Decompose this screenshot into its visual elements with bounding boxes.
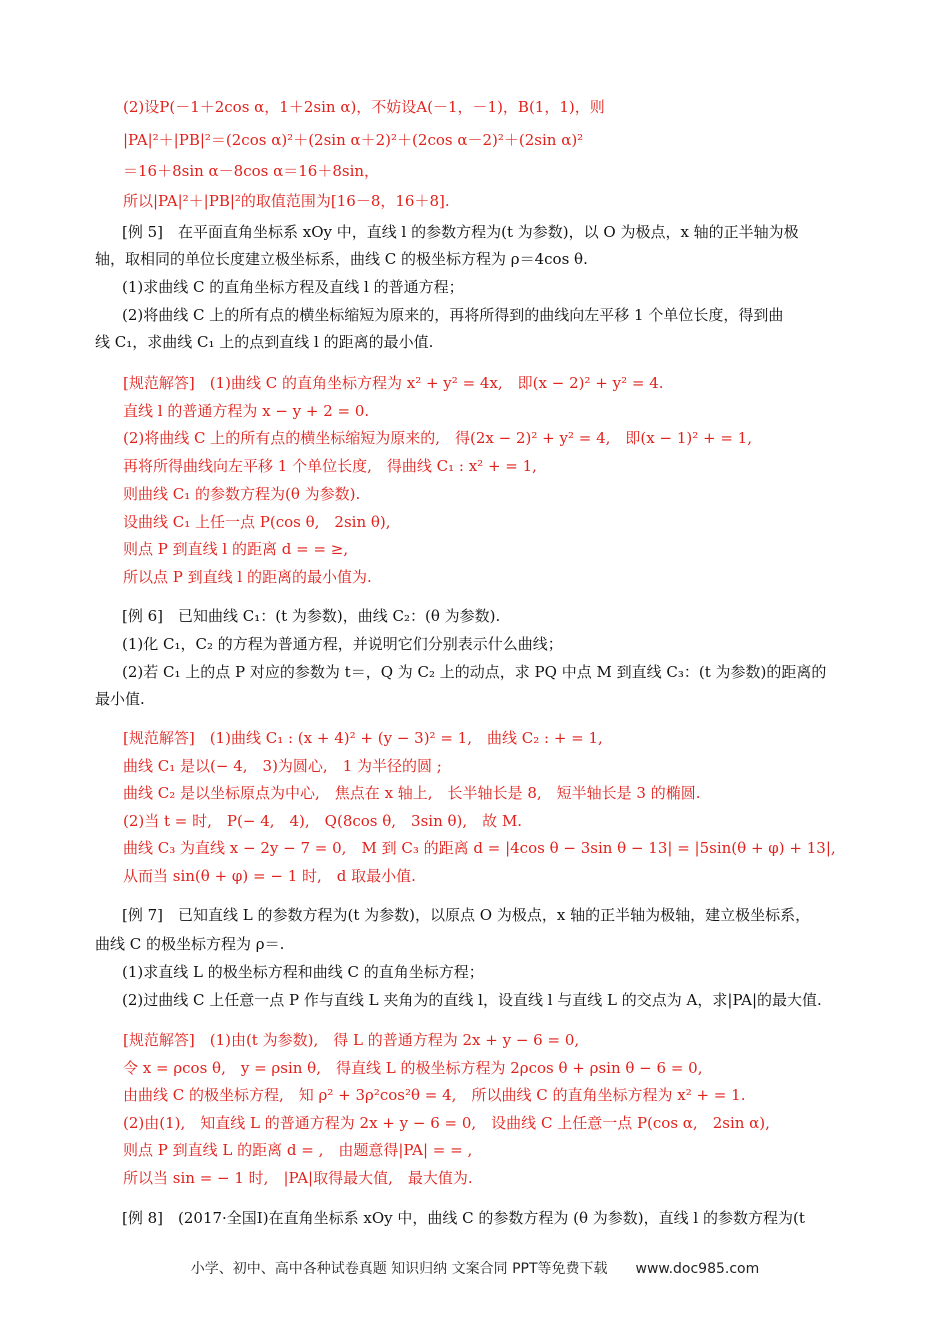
text-line: 曲线 C₃ 为直线 x − 2y − 7 = 0, M 到 C₃ 的距离 d = |4cos θ − 3sin θ − 13| = |5sin(θ + φ) + 13|, <box>123 839 836 857</box>
text-line: 轴，取相同的单位长度建立极坐标系，曲线 C 的极坐标方程为 ρ＝4cos θ. <box>95 250 588 268</box>
text-line: 则点 P 到直线 l 的距离 d = = ≥, <box>123 540 349 558</box>
text-line: [规范解答] (1)曲线 C₁ : (x + 4)² + (y − 3)² = 1, 曲线 C₂ : + = 1, <box>123 729 603 747</box>
text-line: 所以点 P 到直线 l 的距离的最小值为. <box>123 568 372 586</box>
text-line: (2)若 C₁ 上的点 P 对应的参数为 t＝，Q 为 C₂ 上的动点，求 PQ 中点 M 到直线 C₃：(t 为参数)的距离的 <box>122 663 827 681</box>
text-line: 曲线 C₁ 是以(− 4, 3)为圆心, 1 为半径的圆 ; <box>123 757 442 775</box>
text-line: [例 5] 在平面直角坐标系 xOy 中，直线 l 的参数方程为(t 为参数)，以 O 为极点，x 轴的正半轴为极 <box>122 223 799 241</box>
text-line: 设曲线 C₁ 上任一点 P(cos θ, 2sin θ), <box>123 513 391 531</box>
text-line: 所以|PA|²＋|PB|²的取值范围为[16－8，16＋8]. <box>123 192 450 210</box>
text-line: |PA|²＋|PB|²＝(2cos α)²＋(2sin α＋2)²＋(2cos α－2)²＋(2sin α)² <box>123 131 584 149</box>
text-line: 最小值. <box>95 690 145 708</box>
footer <box>0 1258 950 1278</box>
text-line: 则点 P 到直线 L 的距离 d = , 由题意得|PA| = = , <box>123 1141 473 1159</box>
text-line: 直线 l 的普通方程为 x − y + 2 = 0. <box>123 402 370 420</box>
text-line: 再将所得曲线向左平移 1 个单位长度, 得曲线 C₁ : x² + = 1, <box>123 457 537 475</box>
text-line: 令 x = ρcos θ, y = ρsin θ, 得直线 L 的极坐标方程为 2ρcos θ + ρsin θ − 6 = 0, <box>123 1059 703 1077</box>
text-line: ＝16＋8sin α－8cos α＝16＋8sin， <box>123 162 380 180</box>
text-line: [例 8] (2017·全国Ⅰ)在直角坐标系 xOy 中，曲线 C 的参数方程为 (θ 为参数)，直线 l 的参数方程为(t <box>122 1209 805 1227</box>
footer-url[interactable]: www.doc985.com <box>635 1261 760 1277</box>
text-line: [规范解答] (1)曲线 C 的直角坐标方程为 x² + y² = 4x, 即(x − 2)² + y² = 4. <box>123 374 664 392</box>
text-line: [例 7] 已知直线 L 的参数方程为(t 为参数)，以原点 O 为极点，x 轴的正半轴为极轴，建立极坐标系， <box>122 906 811 924</box>
text-line: 所以当 sin = − 1 时, |PA|取得最大值, 最大值为. <box>123 1169 473 1187</box>
text-line: 线 C₁，求曲线 C₁ 上的点到直线 l 的距离的最小值. <box>95 333 434 351</box>
text-line: (2)将曲线 C 上的所有点的横坐标缩短为原来的, 得(2x − 2)² + y² = 4, 即(x − 1)² + = 1, <box>123 429 752 447</box>
text-line: (1)化 C₁，C₂ 的方程为普通方程，并说明它们分别表示什么曲线； <box>122 635 563 653</box>
text-line: (1)求曲线 C 的直角坐标方程及直线 l 的普通方程； <box>122 278 464 296</box>
text-line: 曲线 C 的极坐标方程为 ρ＝. <box>95 935 285 953</box>
footer-text: 小学、初中、高中各种试卷真题 知识归纳 文案合同 PPT等免费下载 <box>190 1261 608 1277</box>
text-line: 从而当 sin(θ + φ) = − 1 时, d 取最小值. <box>123 867 416 885</box>
text-line: 曲线 C₂ 是以坐标原点为中心, 焦点在 x 轴上, 长半轴长是 8, 短半轴长是 3 的椭圆. <box>123 784 701 802</box>
text-line: [例 6] 已知曲线 C₁：(t 为参数)，曲线 C₂：(θ 为参数). <box>122 607 501 625</box>
text-line: (2)由(1), 知直线 L 的普通方程为 2x + y − 6 = 0, 设曲线 C 上任意一点 P(cos α, 2sin α), <box>123 1114 770 1132</box>
text-line: (1)求直线 L 的极坐标方程和曲线 C 的直角坐标方程； <box>122 963 484 981</box>
text-line: 由曲线 C 的极坐标方程, 知 ρ² + 3ρ²cos²θ = 4, 所以曲线 C 的直角坐标方程为 x² + = 1. <box>123 1086 746 1104</box>
text-line: (2)过曲线 C 上任意一点 P 作与直线 L 夹角为的直线 l，设直线 l 与直线 L 的交点为 A，求|PA|的最大值. <box>122 991 822 1009</box>
text-line: [规范解答] (1)由(t 为参数), 得 L 的普通方程为 2x + y − 6 = 0, <box>123 1031 580 1049</box>
text-line: (2)将曲线 C 上的所有点的横坐标缩短为原来的，再将所得到的曲线向左平移 1 个单位长度，得到曲 <box>122 306 784 324</box>
text-line: 则曲线 C₁ 的参数方程为(θ 为参数). <box>123 485 361 503</box>
text-line: (2)设P(－1＋2cos α，1＋2sin α)，不妨设A(－1，－1)，B(1，1)，则 <box>123 98 605 116</box>
text-line: (2)当 t = 时, P(− 4, 4), Q(8cos θ, 3sin θ), 故 M. <box>123 812 523 830</box>
